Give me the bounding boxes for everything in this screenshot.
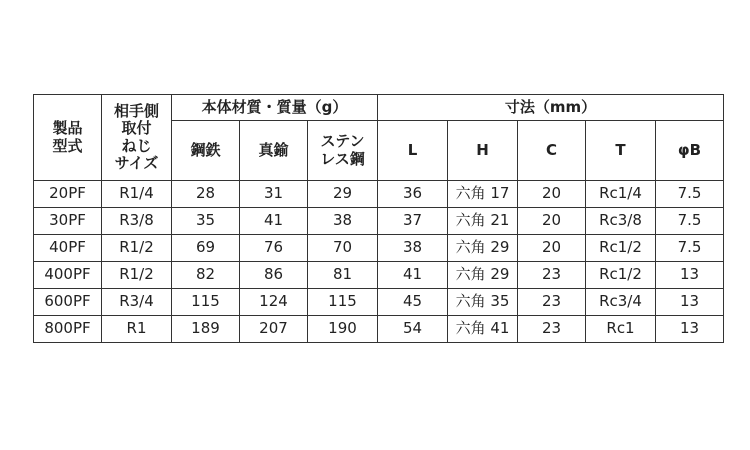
header-dimensions-group: 寸法（mm） xyxy=(378,95,724,121)
cell-L: 38 xyxy=(378,235,448,262)
header-stainless: ステン レス鋼 xyxy=(308,121,378,181)
cell-brass: 124 xyxy=(240,289,308,316)
table-row xyxy=(34,316,724,343)
cell-model: 400PF xyxy=(34,262,102,289)
header-mating-thread: 相手側 取付 ねじ サイズ xyxy=(102,95,172,181)
cell-L: 54 xyxy=(378,316,448,343)
header-T: T xyxy=(586,121,656,181)
table-row xyxy=(34,208,724,235)
header-mass-group: 本体材質・質量（g） xyxy=(172,95,378,121)
cell-model: 800PF xyxy=(34,316,102,343)
cell-T: Rc1/2 xyxy=(586,262,656,289)
cell-steel: 28 xyxy=(172,181,240,208)
cell-B: 7.5 xyxy=(656,235,724,262)
cell-thread: R3/8 xyxy=(102,208,172,235)
cell-H: 六角 29 xyxy=(448,262,518,289)
cell-stainless: 81 xyxy=(308,262,378,289)
cell-B: 13 xyxy=(656,262,724,289)
header-C: C xyxy=(518,121,586,181)
header-row-1 xyxy=(34,95,724,121)
header-H: H xyxy=(448,121,518,181)
cell-H: 六角 35 xyxy=(448,289,518,316)
cell-stainless: 190 xyxy=(308,316,378,343)
cell-C: 23 xyxy=(518,289,586,316)
cell-H: 六角 41 xyxy=(448,316,518,343)
cell-thread: R1 xyxy=(102,316,172,343)
cell-steel: 189 xyxy=(172,316,240,343)
cell-stainless: 115 xyxy=(308,289,378,316)
table-row xyxy=(34,235,724,262)
cell-steel: 82 xyxy=(172,262,240,289)
cell-brass: 86 xyxy=(240,262,308,289)
cell-model: 30PF xyxy=(34,208,102,235)
header-L: L xyxy=(378,121,448,181)
cell-brass: 76 xyxy=(240,235,308,262)
cell-stainless: 70 xyxy=(308,235,378,262)
cell-C: 20 xyxy=(518,208,586,235)
cell-T: Rc3/4 xyxy=(586,289,656,316)
cell-H: 六角 29 xyxy=(448,235,518,262)
cell-L: 45 xyxy=(378,289,448,316)
cell-B: 13 xyxy=(656,316,724,343)
cell-stainless: 38 xyxy=(308,208,378,235)
cell-B: 13 xyxy=(656,289,724,316)
cell-model: 20PF xyxy=(34,181,102,208)
cell-brass: 41 xyxy=(240,208,308,235)
cell-C: 23 xyxy=(518,262,586,289)
cell-H: 六角 17 xyxy=(448,181,518,208)
cell-stainless: 29 xyxy=(308,181,378,208)
cell-steel: 35 xyxy=(172,208,240,235)
cell-thread: R1/2 xyxy=(102,262,172,289)
header-steel: 鋼鉄 xyxy=(172,121,240,181)
cell-L: 41 xyxy=(378,262,448,289)
cell-B: 7.5 xyxy=(656,181,724,208)
cell-T: Rc3/8 xyxy=(586,208,656,235)
cell-C: 23 xyxy=(518,316,586,343)
cell-T: Rc1/2 xyxy=(586,235,656,262)
header-B: φB xyxy=(656,121,724,181)
cell-thread: R1/4 xyxy=(102,181,172,208)
cell-brass: 207 xyxy=(240,316,308,343)
cell-thread: R3/4 xyxy=(102,289,172,316)
cell-steel: 115 xyxy=(172,289,240,316)
header-brass: 真鍮 xyxy=(240,121,308,181)
table-row xyxy=(34,289,724,316)
cell-T: Rc1/4 xyxy=(586,181,656,208)
spec-table xyxy=(33,94,724,343)
table-row xyxy=(34,181,724,208)
cell-L: 36 xyxy=(378,181,448,208)
cell-C: 20 xyxy=(518,181,586,208)
cell-model: 600PF xyxy=(34,289,102,316)
header-model: 製品 型式 xyxy=(34,95,102,181)
cell-H: 六角 21 xyxy=(448,208,518,235)
cell-steel: 69 xyxy=(172,235,240,262)
cell-thread: R1/2 xyxy=(102,235,172,262)
cell-brass: 31 xyxy=(240,181,308,208)
cell-B: 7.5 xyxy=(656,208,724,235)
cell-C: 20 xyxy=(518,235,586,262)
cell-model: 40PF xyxy=(34,235,102,262)
cell-T: Rc1 xyxy=(586,316,656,343)
cell-L: 37 xyxy=(378,208,448,235)
table-row xyxy=(34,262,724,289)
